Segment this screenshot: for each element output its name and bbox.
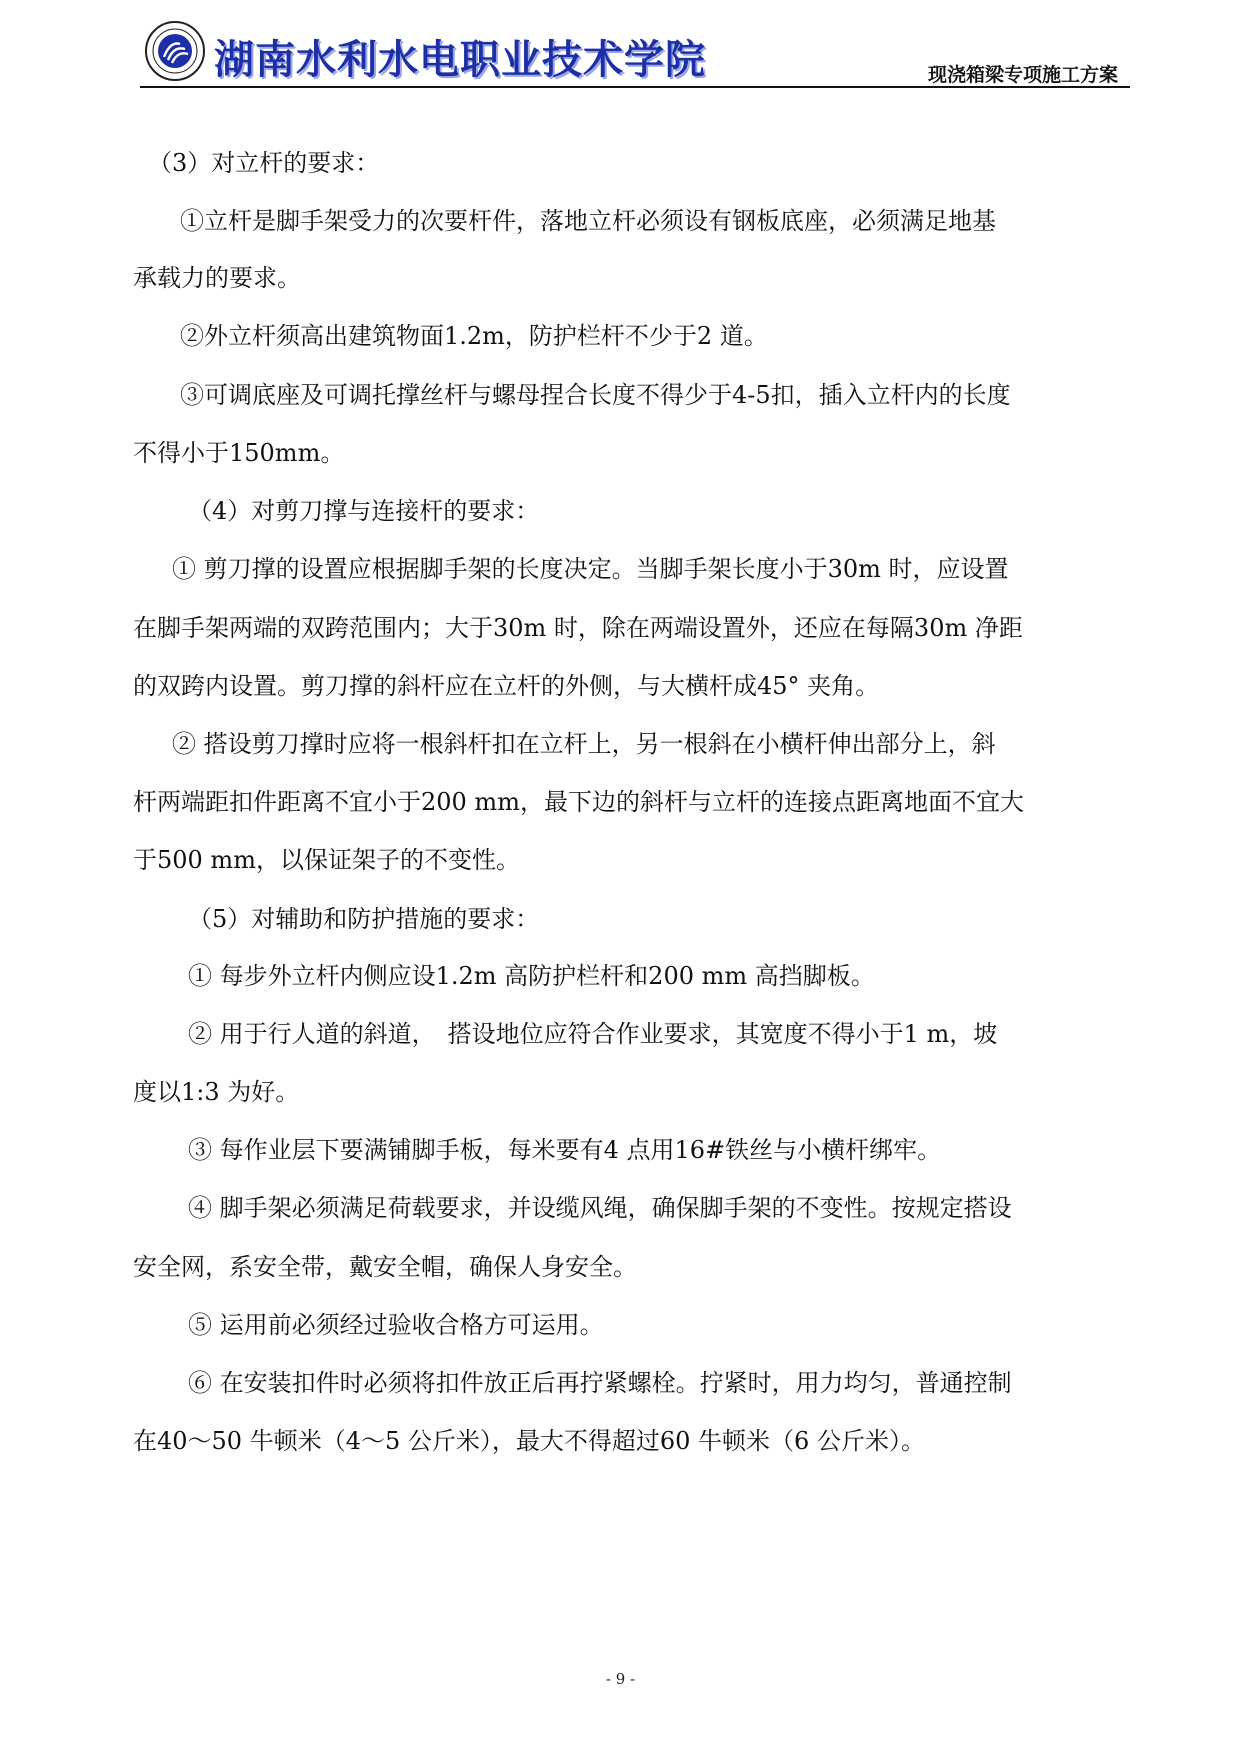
section-heading-4: （4）对剪刀撑与连接杆的要求：	[188, 497, 540, 525]
paragraph-line: ②外立杆须高出建筑物面1.2m，防护栏杆不少于2 道。	[180, 322, 768, 350]
section-heading-3: （3）对立杆的要求：	[148, 149, 380, 177]
paragraph-line: ② 搭设剪刀撑时应将一根斜杆扣在立杆上，另一根斜在小横杆伸出部分上，斜	[172, 730, 996, 758]
header-rule	[140, 86, 1130, 88]
school-name: 湖南水利水电职业技术学院	[214, 37, 706, 83]
paragraph-line: ⑥ 在安装扣件时必须将扣件放正后再拧紧螺栓。拧紧时，用力均匀，普通控制	[188, 1369, 1012, 1397]
paragraph-line: 在40～50 牛顿米（4～5 公斤米），最大不得超过60 牛顿米（6 公斤米）。	[133, 1427, 925, 1455]
paragraph-line: ① 每步外立杆内侧应设1.2m 高防护栏杆和200 mm 高挡脚板。	[188, 962, 875, 990]
paragraph-line: ③可调底座及可调托撑丝杆与螺母捏合长度不得少于4-5扣，插入立杆内的长度	[180, 381, 1011, 409]
paragraph-line: ③ 每作业层下要满铺脚手板，每米要有4 点用16#铁丝与小横杆绑牢。	[188, 1136, 942, 1164]
document-title: 现浇箱梁专项施工方案	[927, 64, 1118, 86]
paragraph-line: ⑤ 运用前必须经过验收合格方可运用。	[188, 1311, 604, 1339]
paragraph-line: ② 用于行人道的斜道， 搭设地位应符合作业要求，其宽度不得小于1 m，坡	[188, 1020, 998, 1048]
school-logo-icon	[144, 20, 206, 82]
paragraph-line: ①立杆是脚手架受力的次要杆件，落地立杆必须设有钢板底座，必须满足地基	[180, 207, 996, 235]
paragraph-line: 安全网，系安全带，戴安全帽，确保人身安全。	[133, 1253, 637, 1281]
paragraph-line: ④ 脚手架必须满足荷载要求，并设缆风绳，确保脚手架的不变性。按规定搭设	[188, 1194, 1012, 1222]
paragraph-line: ① 剪刀撑的设置应根据脚手架的长度决定。当脚手架长度小于30m 时，应设置	[172, 555, 1009, 583]
paragraph-line: 杆两端距扣件距离不宜小于200 mm，最下边的斜杆与立杆的连接点距离地面不宜大	[133, 788, 1024, 816]
paragraph-line: 不得小于150mm。	[133, 439, 345, 467]
paragraph-line: 度以1:3 为好。	[133, 1078, 300, 1106]
paragraph-line: 的双跨内设置。剪刀撑的斜杆应在立杆的外侧，与大横杆成45° 夹角。	[133, 672, 880, 700]
page-header	[140, 18, 1130, 90]
paragraph-line: 承载力的要求。	[133, 264, 301, 292]
paragraph-line: 在脚手架两端的双跨范围内；大于30m 时，除在两端设置外，还应在每隔30m 净距	[133, 614, 1023, 642]
section-heading-5: （5）对辅助和防护措施的要求：	[188, 905, 540, 933]
paragraph-line: 于500 mm，以保证架子的不变性。	[133, 846, 520, 874]
page-number: - 9 -	[605, 1670, 636, 1688]
